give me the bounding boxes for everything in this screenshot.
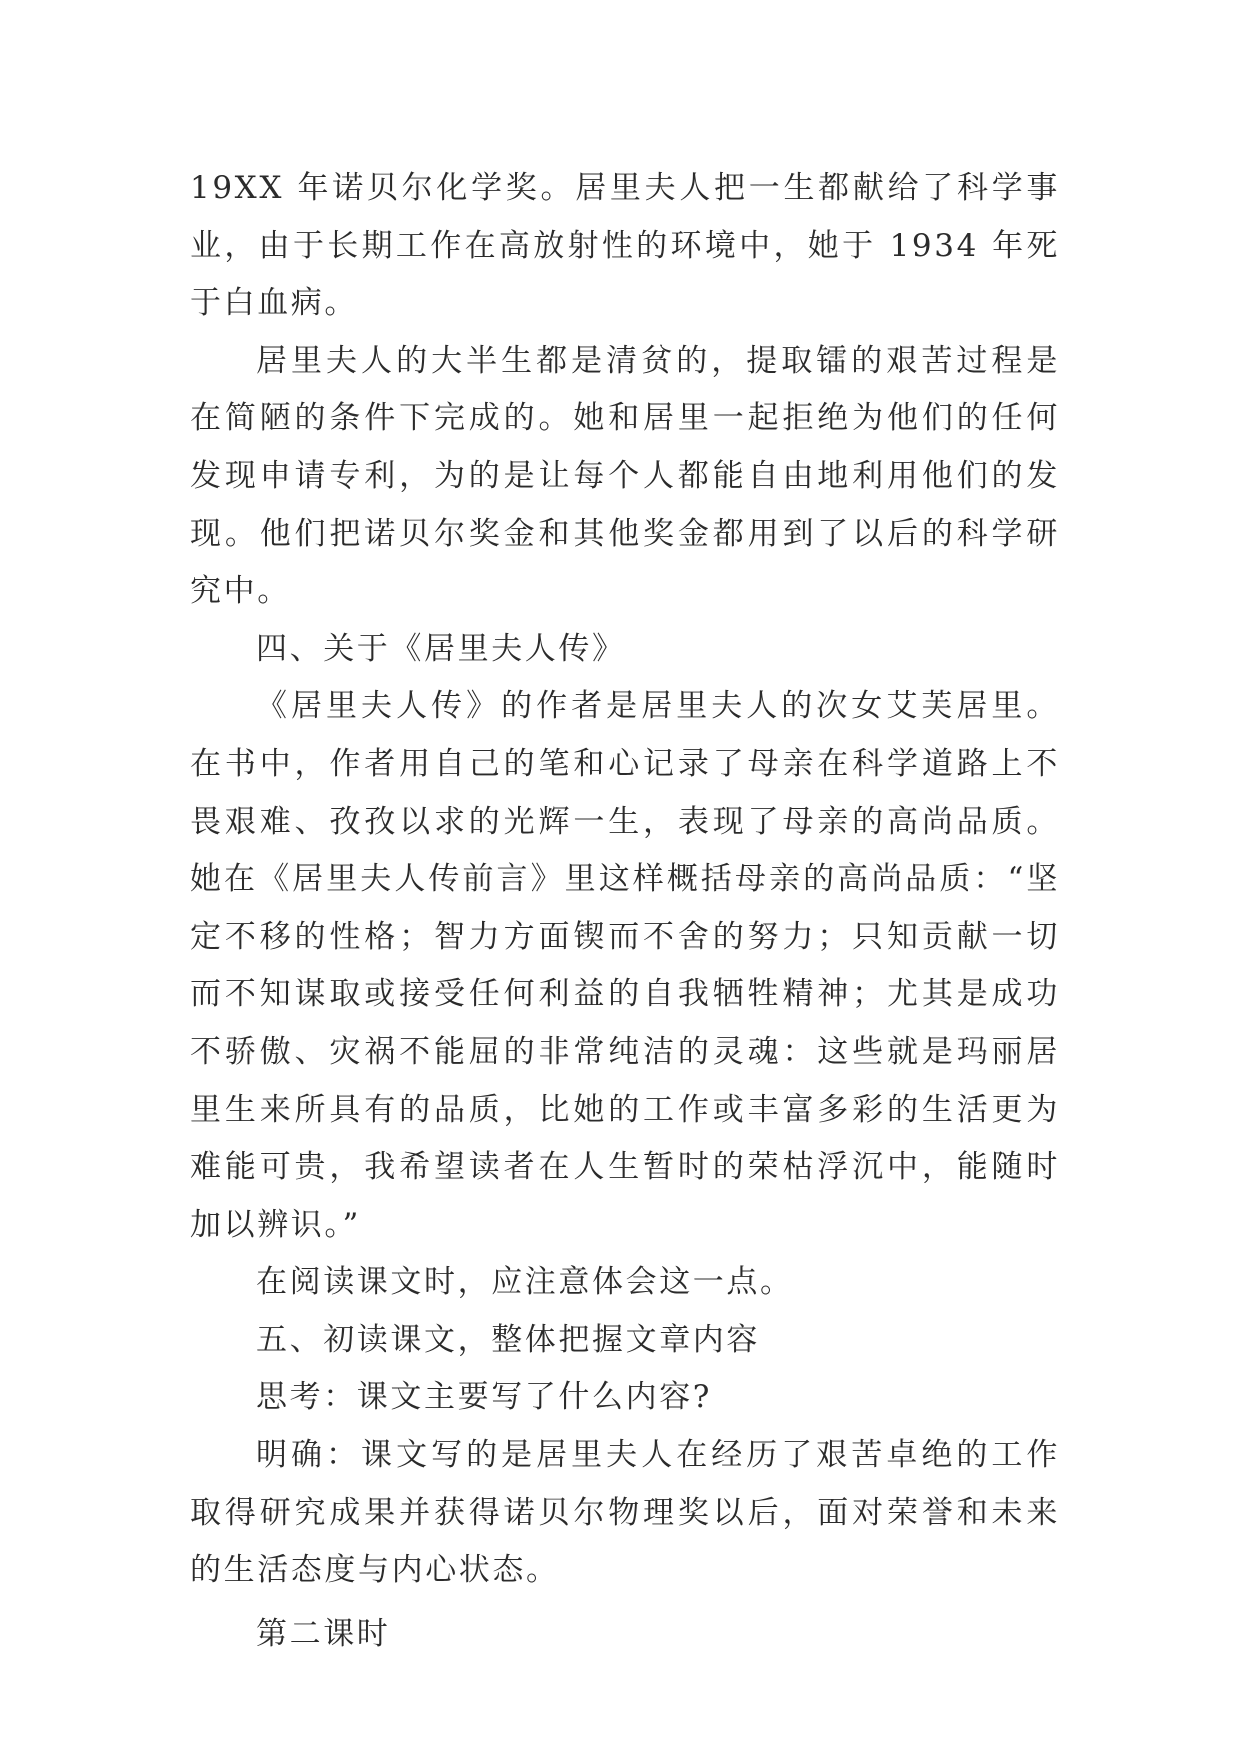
paragraph-2: 居里夫人的大半生都是清贫的，提取镭的艰苦过程是在简陋的条件下完成的。她和居里一起拒绝为他们的任何发现申请专利，为的是让每个人都能自由地利用他们的发现。他们把诺贝尔奖金和其他奖金都用到了以后的科学研究中。 [190,342,1060,610]
question-line: 思考：课文主要写了什么内容? [256,1379,713,1416]
document-body [190,160,1060,1663]
section-heading-5: 五、初读课文，整体把握文章内容 [256,1321,760,1358]
paragraph-3: 《居里夫人传》的作者是居里夫人的次女艾芙居里。在书中，作者用自己的笔和心记录了母亲在科学道路上不畏艰难、孜孜以求的光辉一生，表现了母亲的高尚品质。她在《居里夫人传前言》里这样概括母亲的高尚品质：“坚定不移的性格；智力方面锲而不舍的努力；只知贡献一切而不知谋取或接受任何利益的自我牺牲精神；尤其是成功不骄傲、灾祸不能屈的非常纯洁的灵魂：这些就是玛丽居里生来所具有的品质，比她的工作或丰富多彩的生活更为难能可贵，我希望读者在人生暂时的荣枯浮沉中，能随时加以辨识。” [190,688,1060,1243]
lesson-heading: 第二课时 [256,1615,391,1652]
answer-paragraph: 明确：课文写的是居里夫人在经历了艰苦卓绝的工作取得研究成果并获得诺贝尔物理奖以后，面对荣誉和未来的生活态度与内心状态。 [190,1437,1060,1589]
paragraph-1: 19XX 年诺贝尔化学奖。居里夫人把一生都献给了科学事业，由于长期工作在高放射性的环境中，她于 1934 年死于白血病。 [190,170,1060,322]
paragraph-4: 在阅读课文时，应注意体会这一点。 [256,1264,794,1301]
section-heading-4: 四、关于《居里夫人传》 [256,630,626,667]
